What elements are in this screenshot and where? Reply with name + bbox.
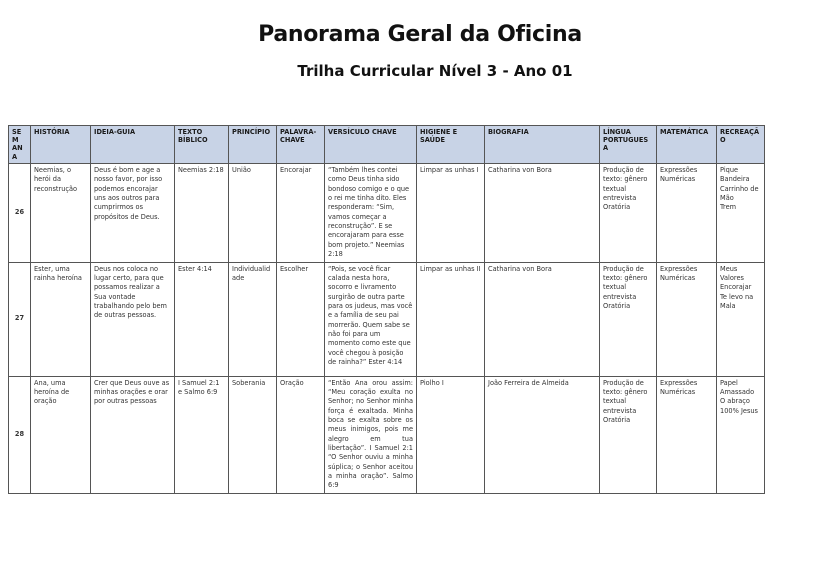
lingua-portuguesa-cell: Produção de texto: gênero textual entrevista Oratória	[600, 262, 657, 376]
col-header-recreacao: RECREAÇÃO	[717, 126, 765, 164]
recreacao-item: Carrinho de Mão	[720, 184, 759, 203]
biografia-cell: João Ferreira de Almeida	[485, 376, 600, 493]
biografia-cell: Catharina von Bora	[485, 163, 600, 262]
recreacao-item: Meus Valores	[720, 264, 744, 282]
recreacao-item: 100% Jesus	[720, 406, 758, 415]
historia-cell: Neemias, o herói da reconstrução	[31, 163, 91, 262]
recreacao-item: Encorajar	[720, 283, 752, 292]
col-header-palavra-chave: PALAVRA-CHAVE	[277, 126, 325, 164]
recreacao-item: O abraço	[720, 397, 750, 406]
page-subtitle: Trilha Curricular Nível 3 - Ano 01	[297, 62, 573, 80]
week-number: 27	[9, 262, 31, 376]
col-header-historia: HISTÓRIA	[31, 126, 91, 164]
page-title: Panorama Geral da Oficina	[258, 22, 582, 47]
palavra-chave-cell: Escolher	[277, 262, 325, 376]
lingua-portuguesa-cell: Produção de texto: gênero textual entrevista Oratória	[600, 163, 657, 262]
texto-biblico-cell: Neemias 2:18	[175, 163, 229, 262]
col-header-matematica: MATEMÁTICA	[657, 126, 717, 164]
ideia-guia-cell: Deus é bom e age a nosso favor, por isso podemos encorajar uns aos outros para cumprirmos os propósitos de Deus.	[91, 163, 175, 262]
principio-cell: Individualidade	[229, 262, 277, 376]
recreacao-cell	[717, 262, 765, 376]
recreacao-item: Te levo na Mala	[720, 292, 754, 310]
col-header-biografia: BIOGRAFIA	[485, 126, 600, 164]
col-header-principio: PRINCÍPIO	[229, 126, 277, 164]
curriculum-table	[8, 125, 765, 494]
col-header-texto-biblico: TEXTO BÍBLICO	[175, 126, 229, 164]
texto-biblico-cell: I Samuel 2:1 e Salmo 6:9	[175, 376, 229, 493]
recreacao-item: Papel Amassado	[720, 378, 755, 396]
ideia-guia-cell: Deus nos coloca no lugar certo, para que possamos realizar a Sua vontade trabalhando pelo bem de outras pessoas.	[91, 262, 175, 376]
matematica-cell: Expressões Numéricas	[657, 376, 717, 493]
recreacao-item: Trem	[720, 203, 737, 212]
palavra-chave-cell: Oração	[277, 376, 325, 493]
versiculo-chave-cell: “Também lhes contei como Deus tinha sido bondoso comigo e o que o rei me tinha dito. Eles responderam: “Sim, vamos começar a reconstrução”. E se encorajaram para esse bom projeto.” Neemias 2:18	[325, 163, 417, 262]
recreacao-cell	[717, 163, 765, 262]
higiene-saude-cell: Limpar as unhas II	[417, 262, 485, 376]
principio-cell: Soberania	[229, 376, 277, 493]
historia-cell: Ana, uma heroína de oração	[31, 376, 91, 493]
biografia-cell: Catharina von Bora	[485, 262, 600, 376]
week-number: 28	[9, 376, 31, 493]
col-header-versiculo-chave: VERSÍCULO CHAVE	[325, 126, 417, 164]
col-header-ideia-guia: IDEIA-GUIA	[91, 126, 175, 164]
col-header-semana: SEM ANA	[9, 126, 31, 164]
historia-cell: Ester, uma rainha heroína	[31, 262, 91, 376]
matematica-cell: Expressões Numéricas	[657, 262, 717, 376]
higiene-saude-cell: Limpar as unhas I	[417, 163, 485, 262]
table-row	[9, 376, 765, 493]
table-row	[9, 163, 765, 262]
lingua-portuguesa-cell: Produção de texto: gênero textual entrevista Oratória	[600, 376, 657, 493]
principio-cell: União	[229, 163, 277, 262]
texto-biblico-cell: Ester 4:14	[175, 262, 229, 376]
matematica-cell: Expressões Numéricas	[657, 163, 717, 262]
col-header-higiene-saude: HIGIENE E SAÚDE	[417, 126, 485, 164]
versiculo-chave-cell: “Pois, se você ficar calada nesta hora, socorro e livramento surgirão de outra parte para os judeus, mas você e a família de seu pai morrerão. Quem sabe se não foi para um momento como este que você chegou à posição de rainha?” Ester 4:14	[325, 262, 417, 376]
col-header-lingua-portuguesa: LÍNGUA PORTUGUESA	[600, 126, 657, 164]
recreacao-cell	[717, 376, 765, 493]
ideia-guia-cell: Crer que Deus ouve as minhas orações e orar por outras pessoas	[91, 376, 175, 493]
versiculo-chave-cell: “Então Ana orou assim: “Meu coração exulta no Senhor; no Senhor minha força é exaltada. Minha boca se exalta sobre os meus inimigos, pois me alegro em tua libertação”. I Samuel 2:1 “O Senhor ouviu a minha súplica; o Senhor aceitou a minha oração”. Salmo 6:9	[325, 376, 417, 493]
higiene-saude-cell: Piolho I	[417, 376, 485, 493]
table-row	[9, 262, 765, 376]
week-number: 26	[9, 163, 31, 262]
table-header-row	[9, 126, 765, 164]
recreacao-item: Pique Bandeira	[720, 165, 750, 184]
palavra-chave-cell: Encorajar	[277, 163, 325, 262]
